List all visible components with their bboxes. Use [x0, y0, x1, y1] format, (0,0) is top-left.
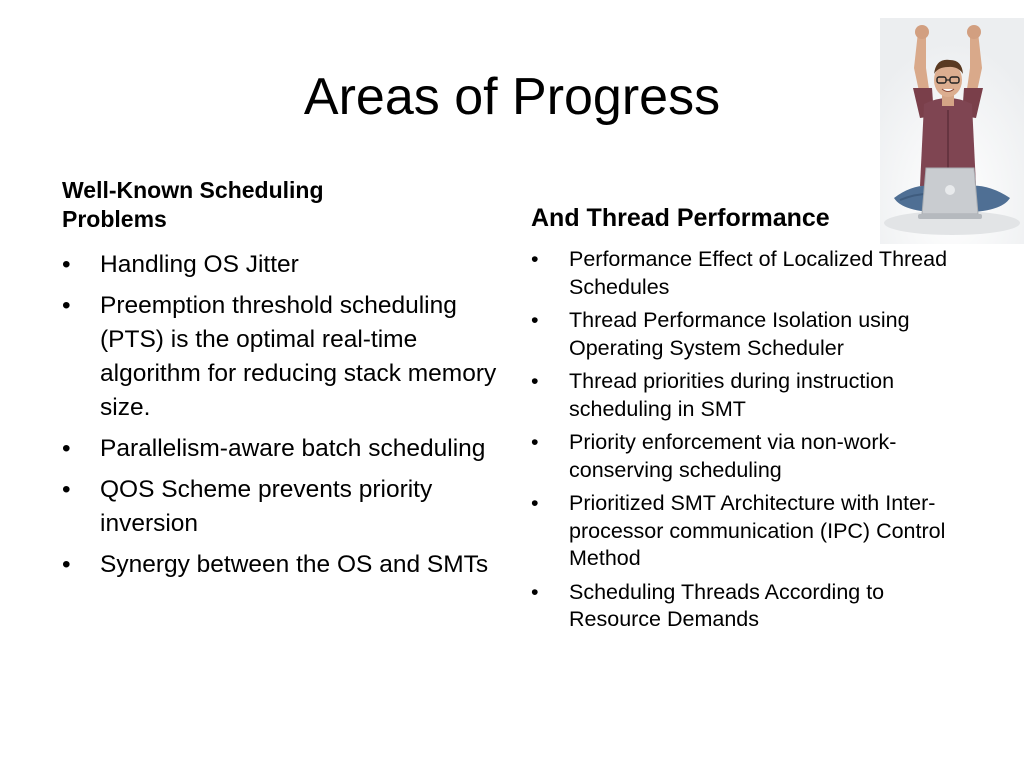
list-item: • QOS Scheme prevents priority inversion — [62, 473, 498, 541]
list-item: • Priority enforcement via non-work-conserving scheduling — [531, 429, 976, 484]
celebrating-person-illustration — [880, 18, 1024, 244]
list-item: • Thread priorities during instruction scheduling in SMT — [531, 368, 976, 423]
list-item: • Parallelism-aware batch scheduling — [62, 432, 498, 466]
list-item: • Preemption threshold scheduling (PTS) is the optimal real-time algorithm for reducing stack memory size. — [62, 289, 498, 425]
left-column-heading: Well-Known Scheduling Problems — [62, 177, 324, 232]
list-item: • Prioritized SMT Architecture with Inter-processor communication (IPC) Control Method — [531, 490, 976, 573]
list-item: • Scheduling Threads According to Resource Demands — [531, 579, 976, 634]
list-item: • Synergy between the OS and SMTs — [62, 548, 498, 582]
right-column-heading: And Thread Performance — [531, 204, 830, 232]
list-item: • Thread Performance Isolation using Operating System Scheduler — [531, 307, 976, 362]
slide-title: Areas of Progress — [303, 68, 721, 126]
right-bullet-list — [531, 246, 976, 640]
list-item: • Performance Effect of Localized Thread Schedules — [531, 246, 976, 301]
left-bullet-list — [62, 248, 498, 589]
list-item: • Handling OS Jitter — [62, 248, 498, 282]
